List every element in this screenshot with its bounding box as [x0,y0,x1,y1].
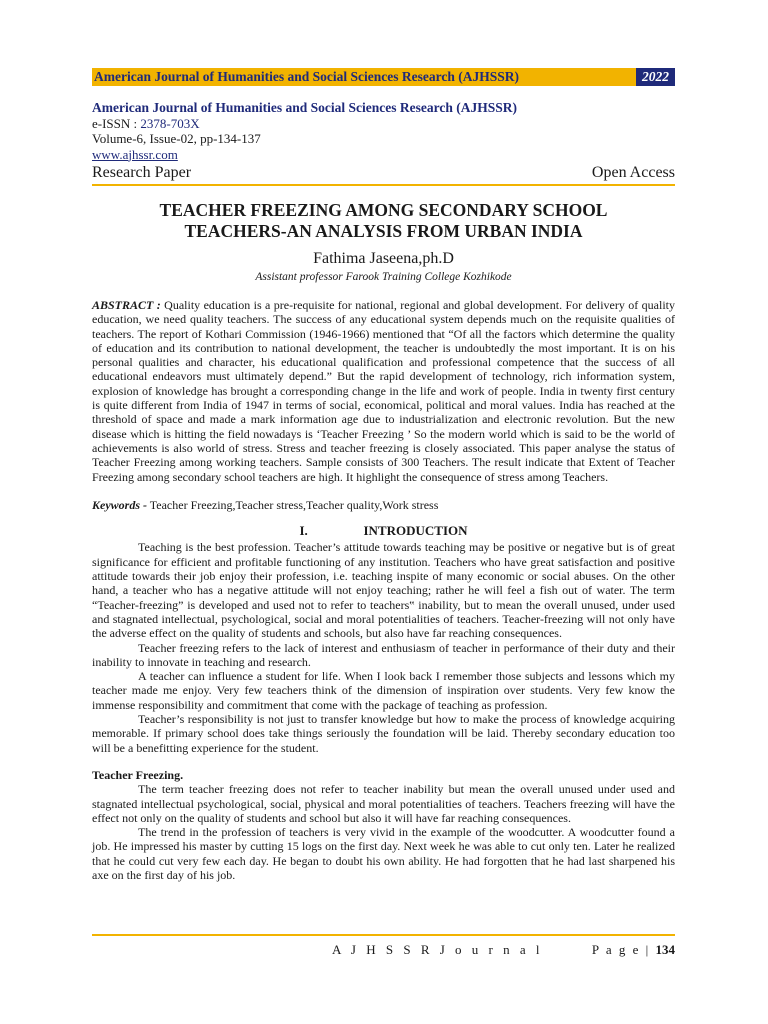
paper-title [92,200,675,242]
author-affiliation: Assistant professor Farook Training College Kozhikode [255,271,512,283]
footer-page-label: P a g e | [591,942,656,957]
volume-issue: Volume-6, Issue-02, pp-134-137 [92,131,261,146]
subsection-heading: Teacher Freezing. [92,767,184,782]
abstract [92,298,675,484]
keywords [92,498,675,512]
footer-page [592,942,675,958]
keywords-label: Keywords - [92,497,147,512]
intro-paragraph: Teacher freezing refers to the lack of interest and enthusiasm of teacher in performance of their duty and their inability to innovate in teaching and research. [92,640,675,669]
intro-paragraph: A teacher can influence a student for life. When I look back I remember those subjects and lessons which my teacher made me enjoy. Very few teachers think of the dimension of inspiration over students. Very few know the immense responsibility and commitment that come with the package of teaching as profession. [92,669,675,712]
paper-type: Research Paper [92,164,192,181]
abstract-text: Quality education is a pre-requisite for national, regional and global development. For delivery of quality education, we need quality teachers. The success of any educational system depends much on the requisite qualities of teachers. The report of Kothari Commission (1946-1966) mentioned that “Of all the factors which determine the quality of education and its contribution to national development, the teacher is undoubtedly the most important. It is on his personal qualities and character, his educational qualification and professional competence that the success of all educational endeavors must ultimately depend.” But the rapid development of technology, rich information system, explosion of knowledge has brought a corresponding change in the life and work of people. India in twenty first century is quite different from India of 1947 in terms of social, economical, political and moral values. India has reached at the threshold of space and made a mark information age due to industrialization and electronic revolution. But the new disease which is hitting the field nowadays is ‘Teacher Freezing ’ So the modern world which is said to be the world of achievements is also world of stress. Stress and teacher freezing is closely associated. This paper analyse the status of Teacher Freezing among working teachers. Sample consists of 300 Teachers. The result indicate that Extent of Teacher Freezing among secondary school teachers are high. It highlight the consequence of stress among Teachers. [92,298,675,484]
intro-paragraph: Teaching is the best profession. Teacher’s attitude towards teaching may be positive or negative but is of great significance for efficient and profitable functioning of any institution. Teachers who have great satisfaction and positive attitude towards their job enjoy their profession, i.e. teaching inspite of many economic or social abuses. On the other hand, a teacher who has a negative attitude will not enjoy teaching; rather he will feel a fish out of water. The term “Teacher-freezing” is developed and used not to refer to teachers‟ inability, but to mean the overall unused, under used and stagnated intellectual, psychological, social and moral potentialities of teachers. Teacher-freezing will not only have the adverse effect on the quality of students and schools, but also have far reaching consequences. [92,540,675,641]
keywords-text: Teacher Freezing,Teacher stress,Teacher quality,Work stress [147,497,439,512]
section-title: INTRODUCTION [363,523,468,539]
journal-banner [92,68,675,86]
footer-page-number: 134 [655,942,675,957]
teacher-freezing-paragraph: The term teacher freezing does not refer to teacher inability but mean the overall unused under used and stagnated intellectual psychological, social, physical and moral potentialities of teachers. Teachers freezing will have the effect not only on the quality of students and school but also it will have far reaching consequences. [92,782,675,825]
teacher-freezing-paragraph: The trend in the profession of teachers is very vivid in the example of the woodcutter. A woodcutter found a job. He impressed his master by cutting 15 logs on the first day. Next week he was able to cut only ten. Later he realized that he could cut very few each day. He began to doubt his own ability. He had forgotten that he had last sharpened his axe on the first day of his job. [92,825,675,882]
paper-title-line-1: TEACHER FREEZING AMONG SECONDARY SCHOOL [159,200,608,220]
journal-website-link[interactable]: www.ajhssr.com [92,146,178,162]
author-name: Fathima Jaseena,ph.D [313,250,454,267]
banner-year: 2022 [636,68,675,86]
paper-body [92,298,675,882]
journal-name: American Journal of Humanities and Social Sciences Research (AJHSSR) [92,100,517,115]
section-number: I. [299,523,308,539]
page-footer [92,934,675,958]
access-type: Open Access [591,164,675,181]
issn-label: e-ISSN : [92,115,141,131]
journal-meta [92,100,675,162]
intro-paragraph: Teacher’s responsibility is not just to transfer knowledge but how to make the process of knowledge acquiring memorable. If primary school does take things seriously the foundation will be laid. Thereby secondary education too will be a benefitting experience for the student. [92,712,675,755]
section-heading-introduction [92,524,675,538]
paper-title-line-2: TEACHERS-AN ANALYSIS FROM URBAN INDIA [184,221,583,241]
issn-number: 2378-703X [140,115,200,131]
paper-type-row [92,164,675,186]
banner-journal-name: American Journal of Humanities and Social Sciences Research (AJHSSR) [94,69,519,84]
footer-journal: A J H S S R J o u r n a l [332,942,544,957]
abstract-label: ABSTRACT : [92,298,161,312]
issn-line [92,116,675,132]
